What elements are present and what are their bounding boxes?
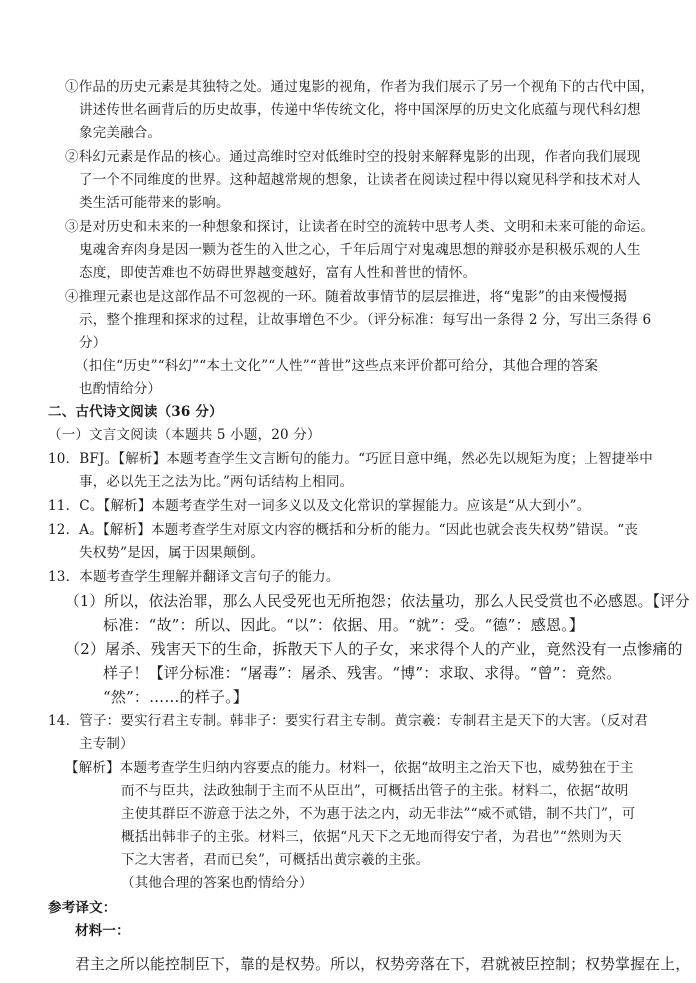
material-one-heading: 材料一： — [75, 923, 130, 939]
scoring-note-line1: （扣住“历史”“科幻”“本土文化”“人性”“普世”这些点来评价都可给分，其他合理的答案 — [75, 358, 599, 374]
q12-line2: 失权势”是因，属于因果颠倒。 — [79, 545, 265, 561]
q13-2-line2: 样子！【评分标准：“屠毒”：屠杀、残害。“博”：求取、求得。“曾”：竟然。 — [103, 664, 622, 682]
section-heading: 二、古代诗文阅读（36 分） — [48, 404, 223, 420]
answer-point-3-line1: ③是对历史和未来的一种想象和探讨，让读者在时空的流转中思考人类、文明和未来可能的命运。 — [65, 219, 655, 235]
translation-line1: 君主之所以能控制臣下，靠的是权势。所以，权势旁落在下，君就被臣控制；权势掌握在上， — [75, 955, 691, 973]
q10-line1: 10．BFJ。【解析】本题考查学生文言断句的能力。“巧匠目意中绳，然必先以规矩为度；上智捷举中 — [48, 451, 653, 467]
answer-point-1-line3: 象完美融合。 — [79, 125, 162, 141]
q14-analysis-line4: 概括出韩非子的主张。材料三，依据“凡天下之无地而得安宁者，为君也”“然则为天 — [121, 829, 622, 845]
reference-translation-heading: 参考译文： — [48, 900, 117, 916]
answer-point-1-line2: 讲述传世名画背后的历史故事，传递中华传统文化，将中国深厚的历史文化底蕴与现代科幻想 — [79, 102, 641, 118]
q14-line2: 主专制） — [79, 736, 134, 752]
answer-point-4-line1: ④推理元素也是这部作品不可忽视的一环。随着故事情节的层层推进，将“鬼影”的由来慢慢揭 — [65, 289, 628, 305]
q14-analysis-line2: 而不与臣共，法政独制于主而不从臣出”，可概括出管子的主张。材料二，依据“故明 — [121, 783, 629, 799]
q14-line1: 14．管子：要实行君主专制。韩非子：要实行君主专制。黄宗羲：专制君主是天下的大害。（反对君 — [48, 713, 648, 729]
answer-point-4-line3: 分） — [79, 335, 107, 351]
answer-point-3-line3: 态度，即使苦难也不妨碍世界越变越好，富有人性和普世的情怀。 — [79, 265, 477, 281]
scoring-note-line2: 也酌情给分） — [79, 381, 162, 397]
q13-1-line2: 标准：“故”：所以、因此。“以”：依据、用。“就”：受。“德”：感恩。】 — [103, 616, 585, 634]
q14-analysis-line3: 主使其群臣不游意于法之外，不为惠于法之内，动无非法”“威不贰错，制不共门”，可 — [121, 806, 636, 822]
answer-point-2-line3: 类生活可能带来的影响。 — [79, 195, 230, 211]
q10-line2: 事，必以先王之法为比。”两句话结构上相同。 — [79, 474, 354, 490]
q13-intro: 13．本题考查学生理解并翻译文言句子的能力。 — [48, 569, 340, 585]
q13-1-line1: （1）所以，依法治罪，那么人民受死也无所抱怨；依法量功，那么人民受赏也不必感恩。【评分 — [65, 592, 690, 610]
answer-point-1-line1: ①作品的历史元素是其独特之处。通过鬼影的视角，作者为我们展示了另一个视角下的古代中国， — [65, 79, 655, 95]
q14-analysis-line1: 【解析】本题考查学生归纳内容要点的能力。材料一，依据“故明主之治天下也，威势独在于主 — [65, 760, 634, 776]
q12-line1: 12．A。【解析】本题考查学生对原文内容的概括和分析的能力。“因此也就会丧失权势”错误。“丧 — [48, 522, 639, 538]
answer-point-3-line2: 鬼魂舍弃肉身是因一颗为苍生的入世之心，千年后周宁对鬼魂思想的辩驳亦是积极乐观的人生 — [79, 242, 641, 258]
answer-point-2-line2: 了一个不同维度的世界。这种超越常规的想象，让读者在阅读过程中得以窥见科学和技术对人 — [79, 172, 641, 188]
subsection-heading: （一）文言文阅读（本题共 5 小题，20 分） — [48, 427, 321, 443]
q14-analysis-line5: 下之大害者，君而已矣”，可概括出黄宗羲的主张。 — [121, 852, 430, 868]
q13-2-line3: “然”：……的样子。】 — [103, 688, 249, 706]
answer-point-4-line2: 示，整个推理和探求的过程，让故事增色不少。（评分标准：每写出一条得 2 分，写出三条得 6 — [79, 312, 652, 328]
q14-analysis-line6: （其他合理的答案也酌情给分） — [121, 875, 313, 891]
q11-line: 11．C。【解析】本题考查学生对一词多义以及文化常识的掌握能力。应该是“从大到小”。 — [48, 498, 591, 514]
answer-point-2-line1: ②科幻元素是作品的核心。通过高维时空对低维时空的投射来解释鬼影的出现，作者向我们展现 — [65, 149, 641, 165]
q13-2-line1: （2）屠杀、残害天下的生命，拆散天下人的子女，来求得个人的产业，竟然没有一点惨痛的 — [65, 640, 683, 658]
